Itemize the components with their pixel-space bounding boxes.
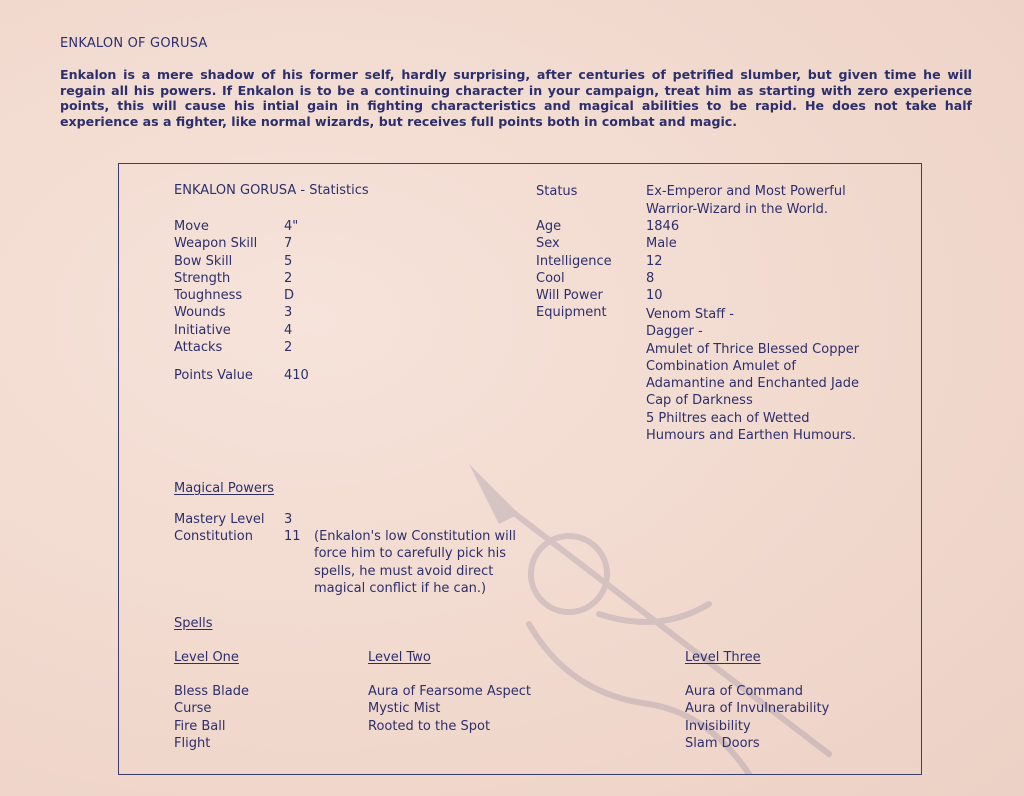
spells-heading: Spells [174, 616, 213, 631]
stat-label-strength: Strength [174, 270, 231, 286]
spell-level-one-heading: Level One [174, 650, 239, 665]
stat-value-move: 4" [284, 219, 299, 234]
spell-item: Fire Ball [174, 718, 226, 734]
status-label: Status [536, 184, 578, 199]
equipment-item: Adamantine and Enchanted Jade [646, 376, 859, 392]
stat-label-weapon-skill: Weapon Skill [174, 236, 258, 252]
stat-label-move: Move [174, 219, 209, 234]
equipment-item: Humours and Earthen Humours. [646, 428, 857, 444]
magical-powers-heading: Magical Powers [174, 481, 274, 496]
stat-value-attacks: 2 [284, 340, 293, 356]
stat-label-toughness: Toughness [174, 288, 243, 304]
mastery-level-value: 3 [284, 512, 293, 527]
status-line-2: Warrior-Wizard in the World. [646, 202, 828, 217]
spell-item: Bless Blade [174, 684, 249, 699]
spell-item: Aura of Fearsome Aspect [368, 684, 531, 699]
stat-value-toughness: D [284, 288, 295, 304]
spell-item: Aura of Invulnerability [685, 701, 830, 717]
constitution-value: 11 [284, 529, 301, 544]
equipment-item: Amulet of Thrice Blessed Copper [646, 341, 860, 357]
equipment-item: Combination Amulet of [646, 358, 796, 374]
spell-item: Slam Doors [685, 735, 760, 751]
constitution-label: Constitution [174, 529, 253, 544]
spell-level-three-heading: Level Three [685, 650, 761, 665]
spell-list-level-one [174, 683, 249, 752]
stat-value-weapon-skill: 7 [284, 236, 293, 252]
page-title: ENKALON OF GORUSA [60, 36, 208, 51]
stat-label-wounds: Wounds [174, 305, 226, 321]
attribute-labels [536, 218, 612, 322]
equipment-item: Venom Staff - [646, 307, 734, 322]
stat-label-bow-skill: Bow Skill [174, 253, 233, 269]
equipment-label: Equipment [536, 305, 607, 321]
mastery-level-label: Mastery Level [174, 512, 265, 527]
points-value-label: Points Value [174, 368, 253, 383]
intro-paragraph: Enkalon is a mere shadow of his former self, hardly surprising, after centuries of petrified slumber, but given time he will regain all his powers. If Enkalon is to be a continuing character in your campaign, treat him as starting with zero experience points, this will cause his intial gain in fighting characteristics and magical abilities to be rapid. He does not take half experience as a fighter, like normal wizards, but receives full points both in combat and magic. [60, 67, 972, 129]
stat-label-attacks: Attacks [174, 340, 223, 356]
constitution-note: (Enkalon's low Constitution will force him to carefully pick his spells, he must avoid direct magical conflict if he can.) [314, 529, 516, 596]
equipment-item: Dagger - [646, 324, 703, 340]
spell-list-level-two [368, 683, 531, 735]
attr-label-will-power: Will Power [536, 288, 603, 304]
equipment-item: Cap of Darkness [646, 393, 753, 409]
stat-value-bow-skill: 5 [284, 253, 293, 269]
spell-level-two-heading: Level Two [368, 650, 431, 665]
attr-value-will-power: 10 [646, 288, 663, 304]
spell-list-level-three [685, 683, 829, 752]
attr-value-cool: 8 [646, 270, 655, 286]
spell-item: Mystic Mist [368, 701, 441, 717]
spell-item: Rooted to the Spot [368, 718, 491, 734]
spell-item: Invisibility [685, 718, 751, 734]
profile-labels [174, 218, 257, 356]
profile-values [284, 218, 298, 356]
attr-label-sex: Sex [536, 236, 560, 252]
status-line-1: Ex-Emperor and Most Powerful [646, 184, 846, 199]
spell-item: Flight [174, 735, 211, 751]
spell-item: Curse [174, 701, 212, 717]
attr-value-intelligence: 12 [646, 253, 663, 269]
stat-value-initiative: 4 [284, 322, 293, 338]
stat-label-initiative: Initiative [174, 322, 231, 338]
statistics-box [118, 163, 922, 775]
stat-value-wounds: 3 [284, 305, 293, 321]
equipment-item: 5 Philtres each of Wetted [646, 410, 810, 426]
attr-label-age: Age [536, 219, 562, 234]
points-value: 410 [284, 368, 309, 383]
attr-label-cool: Cool [536, 270, 565, 286]
spell-item: Aura of Command [685, 684, 804, 699]
attribute-values [646, 218, 679, 304]
equipment-list [646, 306, 859, 444]
stat-value-strength: 2 [284, 270, 293, 286]
attr-label-intelligence: Intelligence [536, 253, 612, 269]
attr-value-sex: Male [646, 236, 677, 252]
statistics-title: ENKALON GORUSA - Statistics [174, 183, 369, 198]
attr-value-age: 1846 [646, 219, 680, 234]
